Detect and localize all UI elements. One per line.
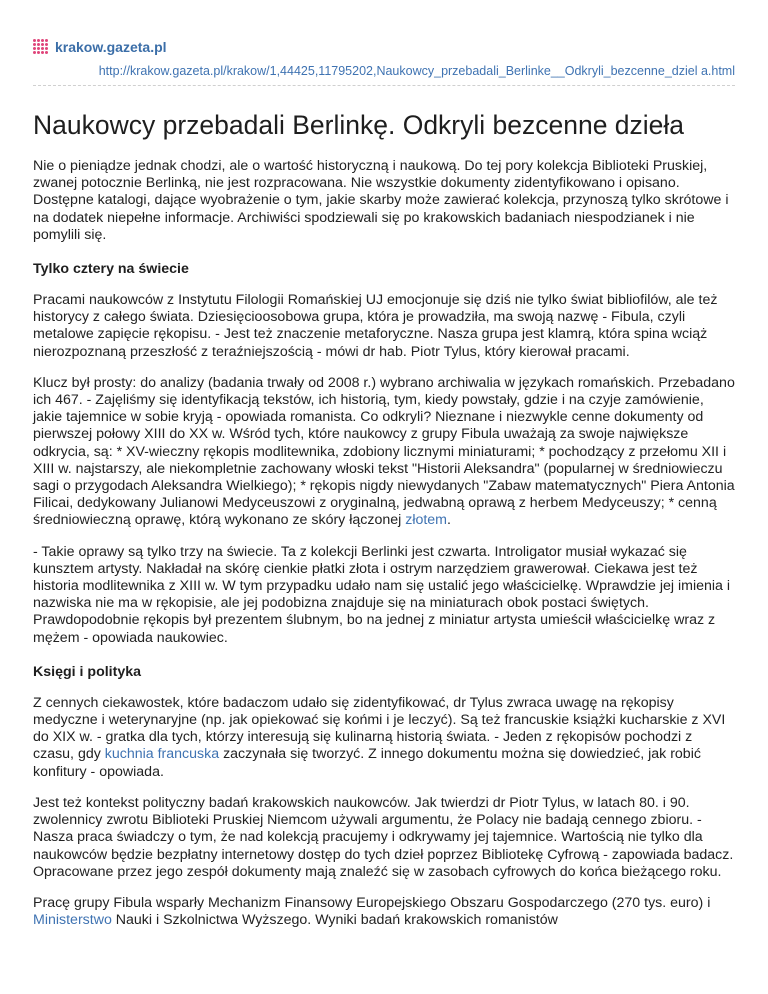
- paragraph-text: Nauki i Szkolnictwa Wyższego. Wyniki badań krakowskich romanistów: [111, 912, 558, 929]
- site-header: [33, 38, 735, 56]
- link-kuchnia-francuska[interactable]: kuchnia francuska: [104, 746, 220, 763]
- article-paragraph-4: [33, 695, 735, 781]
- print-page: [33, 0, 735, 929]
- article-paragraph-3: - Takie oprawy są tylko trzy na świecie. Ta z kolekcji Berlinki jest czwarta. Introligator musiał wykazać się kunsztem artysty. Nakładał na skórę cienkie płatki złota i ostrym narzędziem grawerował. Ciekawa jest też historia modlitewnika z XIII w. W tym przypadku udało nam się ustalić jego właścicielkę. Wprawdzie jej imienia i nazwiska nie ma w rękopisie, ale jej podobizna znajduje się na miniaturach obok postaci świętych. Prawdopodobnie rękopis był prezentem ślubnym, bo na jednej z miniatur artysta umieścił właścicielkę wraz z mężem - opowiada naukowiec.: [33, 543, 731, 646]
- paragraph-text: zaczynała się tworzyć. Z innego dokumentu można się dowiedzieć, jak robić konfitury - opowiada.: [33, 746, 701, 780]
- article-paragraph-5: Jest też kontekst polityczny badań krakowskich naukowców. Jak twierdzi dr Piotr Tylus, w latach 80. i 90. zwolennicy zwrotu Biblioteki Pruskiej Niemcom używali argumentu, że Polacy nie badają cennego zbioru. - Nasza praca świadczy o tym, że nad kolekcją pracujemy i odkrywamy jej tajemnice. Wartością nie tylko dla naukowców będzie bezpłatny internetowy dostęp do tych dzieł poprzez Bibliotekę Cyfrową - zapowiada badacz. Opracowane przez jego zespół dokumenty mają znaleźć się w zasobach cyfrowych do końca bieżącego roku.: [33, 794, 734, 880]
- article-intro: Nie o pieniądze jednak chodzi, ale o wartość historyczną i naukową. Do tej pory kolekcja Biblioteki Pruskiej, zwanej potocznie Berlinką, nie jest rozpracowana. Nie wszystkie dokumenty zidentyfikowano i opisano. Dostępne katalogi, dające wyobrażenie o tym, jakie skarby może zawierać kolekcja, przynoszą tylko skrótowe i na dodatek niepełne informacje. Archiwiści spodziewali się po krakowskich badaniach niespodzianek i nie pomylili się.: [33, 158, 729, 243]
- gazeta-dots-logo-icon: [33, 39, 49, 55]
- article-paragraph-1: Pracami naukowców z Instytutu Filologii Romańskiej UJ emocjonuje się dziś nie tylko świat bibliofilów, ale też historycy z całego świata. Dziesięcioosobowa grupa, która je prowadziła, ma swoją nazwę - Fibula, czyli metalowe zapięcie rękopisu. - Jest też znaczenie metaforyczne. Nasza grupa jest klamrą, która spina wciąż nierozpoznaną przeszłość z teraźniejszością - mówi dr hab. Piotr Tylus, który kierował pracami.: [33, 292, 718, 360]
- paragraph-text: .: [447, 512, 451, 529]
- paragraph-text: Klucz był prosty: do analizy (badania trwały od 2008 r.) wybrano archiwalia w językach romańskich. Przebadano ich 467. - Zajęliśmy się identyfikacją tekstów, ich historią, tym, kiedy powstały, gdzie i na czyje zamówienie, jakie tajemnice w sobie kryją - opowiada romanista. Co odkryli? Nieznane i niezwykle cenne dokumenty od pierwszej połowy XIII do XX w. Wśród tych, które naukowcy z grupy Fibula uważają za swoje największe odkrycia, są: * XV-wieczny rękopis modlitewnika, zdobiony licznymi miniaturami; * pochodzący z przełomu XII i XIII w. najstarszy, ale niekompletnie zachowany włoski tekst "Historii Aleksandra" (popularnej w średniowieczu sagi o przygodach Aleksandra Wielkiego); * rękopis nigdy niewydanych "Zabaw matematycznych" Piera Antonia Filicai, dedykowany Julianowi Medyceuszowi z oryginalną, jedwabną oprawą z herbem Medyceuszy; * cenną średniowieczną oprawę, którą wykonano ze skóry łączonej: [33, 374, 735, 529]
- source-url-block: [33, 62, 735, 86]
- article-paragraph-6: [33, 895, 735, 929]
- article-paragraph-2: [33, 375, 735, 530]
- article-title: Naukowcy przebadali Berlinkę. Odkryli bezcenne dzieła: [33, 110, 685, 140]
- section-heading-1: Tylko cztery na świecie: [33, 261, 189, 278]
- section-heading-2: Księgi i polityka: [33, 663, 142, 680]
- link-zlotem[interactable]: złotem: [405, 512, 448, 529]
- paragraph-text: Pracę grupy Fibula wsparły Mechanizm Finansowy Europejskiego Obszaru Gospodarczego (270 tys. euro) i: [33, 894, 711, 911]
- site-name[interactable]: krakow.gazeta.pl: [55, 39, 167, 55]
- link-ministerstwo[interactable]: Ministerstwo: [33, 912, 112, 929]
- source-url-link[interactable]: http://krakow.gazeta.pl/krakow/1,44425,11795202,Naukowcy_przebadali_Berlinke__Odkryli_bezcenne_dziel a.html: [98, 64, 735, 78]
- paragraph-text: Z cennych ciekawostek, które badaczom udało się zidentyfikować, dr Tylus zwraca uwagę na rękopisy medyczne i weterynaryjne (np. jak opiekować się końmi i je leczyć). Są też francuskie książki kucharskie z XVI do XIX w. - gratka dla tych, którzy interesują się kulinarną historią świata. - Jeden z rękopisów pochodzi z czasu, gdy: [33, 694, 726, 763]
